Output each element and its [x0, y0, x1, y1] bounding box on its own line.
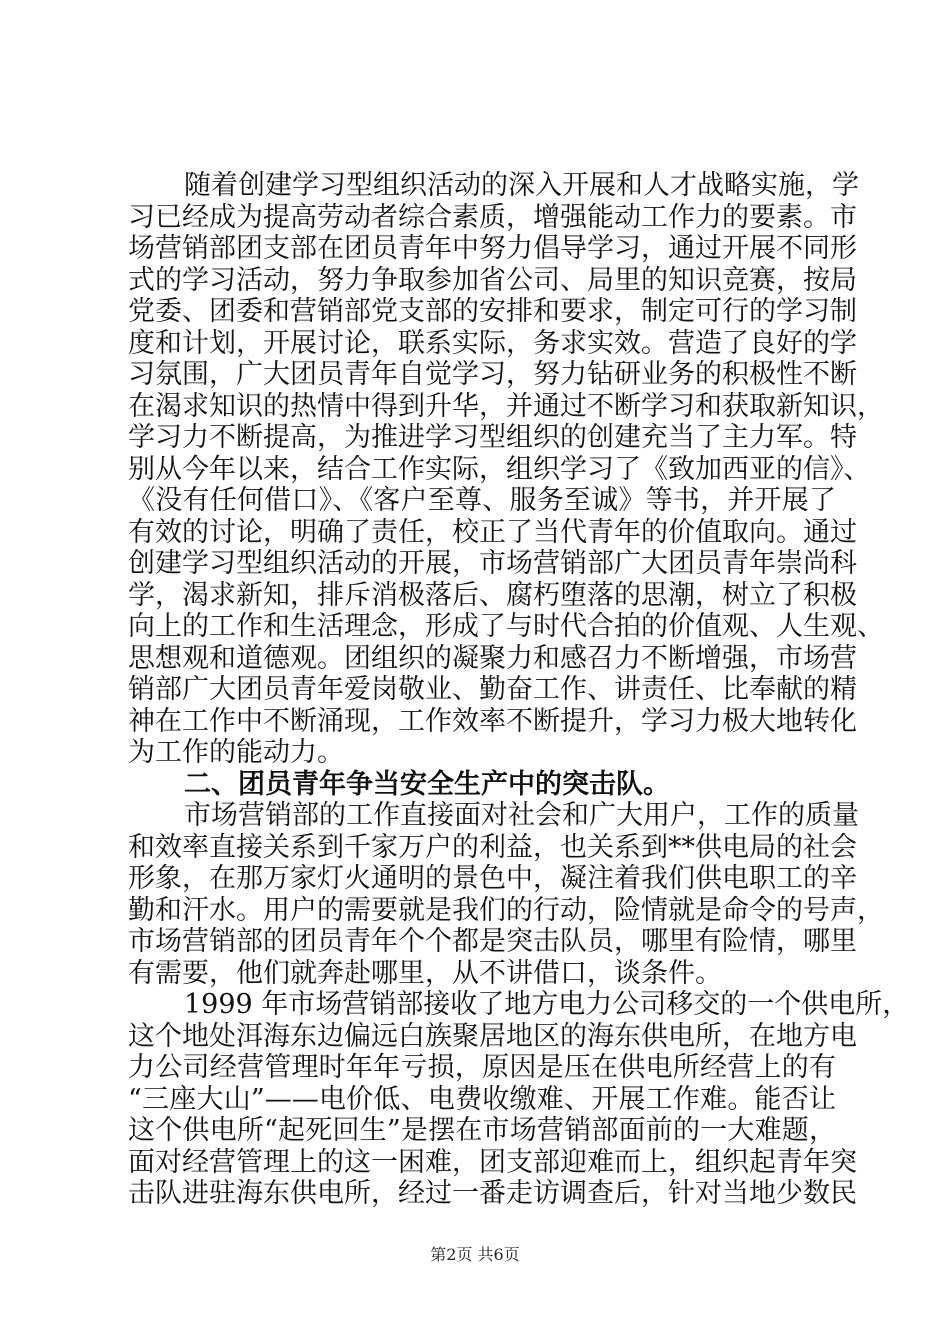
text-line: 这个供电所“起死回生”是摆在市场营销部面前的一大难题， — [128, 1115, 836, 1146]
text-line: 形象，在那万家灯火通明的景色中，凝注着我们供电职工的辛 — [128, 863, 857, 894]
text-line: “三座大山”——电价低、电费收缴难、开展工作难。能否让 — [128, 1083, 836, 1115]
text-line: 神在工作中不断涌现，工作效率不断提升，学习力极大地转化 — [128, 705, 857, 737]
text-line: 场营销部团支部在团员青年中努力倡导学习，通过开展不同形 — [128, 233, 857, 264]
text-line: 销部广大团员青年爱岗敬业、勤奋工作、讲责任、比奉献的精 — [128, 674, 857, 705]
text-line: 学习力不断提高，为推进学习型组织的创建充当了主力军。特 — [128, 422, 857, 453]
text-line: 二、团员青年争当安全生产中的突击队。 — [184, 768, 670, 800]
text-line: 随着创建学习型组织活动的深入开展和人才战略实施，学 — [184, 170, 859, 201]
text-line: 习已经成为提高劳动者综合素质，增强能动工作力的要素。市 — [128, 201, 857, 233]
text-line: 力公司经营管理时年年亏损，原因是压在供电所经营上的有 — [128, 1052, 836, 1083]
paragraph — [128, 989, 910, 1210]
text-line: 学，渴求新知，排斥消极落后、腐朽堕落的思潮，树立了积极 — [128, 579, 857, 611]
text-line: 党委、团委和营销部党支部的安排和要求，制定可行的学习制 — [128, 296, 857, 327]
document-body — [128, 170, 910, 1210]
text-line: 这个地处洱海东边偏远白族聚居地区的海东供电所，在地方电 — [128, 1020, 857, 1052]
text-line: 在渴求知识的热情中得到升华，并通过不断学习和获取新知识， — [128, 390, 884, 422]
text-line: 习氛围，广大团员青年自觉学习，努力钻研业务的积极性不断 — [128, 359, 857, 390]
text-line: 和效率直接关系到千家万户的利益，也关系到**供电局的社会 — [128, 831, 857, 863]
text-line: 有效的讨论，明确了责任，校正了当代青年的价值取向。通过 — [128, 516, 857, 548]
paragraph — [128, 800, 884, 989]
text-line: 式的学习活动，努力争取参加省公司、局里的知识竞赛，按局 — [128, 264, 857, 296]
text-line: 思想观和道德观。团组织的凝聚力和感召力不断增强，市场营 — [128, 642, 857, 674]
page-footer: 第2页 共6页 — [430, 1245, 520, 1264]
text-line: 击队进驻海东供电所，经过一番走访调查后，针对当地少数民 — [128, 1178, 857, 1209]
text-line: 市场营销部的团员青年个个都是突击队员，哪里有险情，哪里 — [128, 926, 857, 957]
section-heading — [128, 769, 836, 801]
text-line: 市场营销部的工作直接面对社会和广大用户，工作的质量 — [184, 800, 859, 831]
text-line: 有需要，他们就奔赴哪里，从不讲借口，谈条件。 — [128, 957, 722, 989]
text-line: 度和计划，开展讨论，联系实际，务求实效。营造了良好的学 — [128, 327, 857, 359]
text-line: 别从今年以来，结合工作实际，组织学习了《致加西亚的信》、 — [128, 453, 871, 485]
text-line: 面对经营管理上的这一困难，团支部迎难而上，组织起青年突 — [128, 1146, 857, 1178]
text-line: 勤和汗水。用户的需要就是我们的行动，险情就是命令的号声， — [128, 894, 884, 926]
text-line: 创建学习型组织活动的开展，市场营销部广大团员青年崇尚科 — [128, 548, 857, 579]
text-line: 向上的工作和生活理念，形成了与时代合拍的价值观、人生观、 — [128, 611, 884, 642]
text-line: 《没有任何借口》、《客户至尊、服务至诚》等书，并开展了 — [128, 485, 836, 516]
text-line: 为工作的能动力。 — [128, 737, 344, 768]
text-line: 1999 年市场营销部接收了地方电力公司移交的一个供电所， — [184, 989, 910, 1020]
paragraph — [128, 170, 884, 769]
